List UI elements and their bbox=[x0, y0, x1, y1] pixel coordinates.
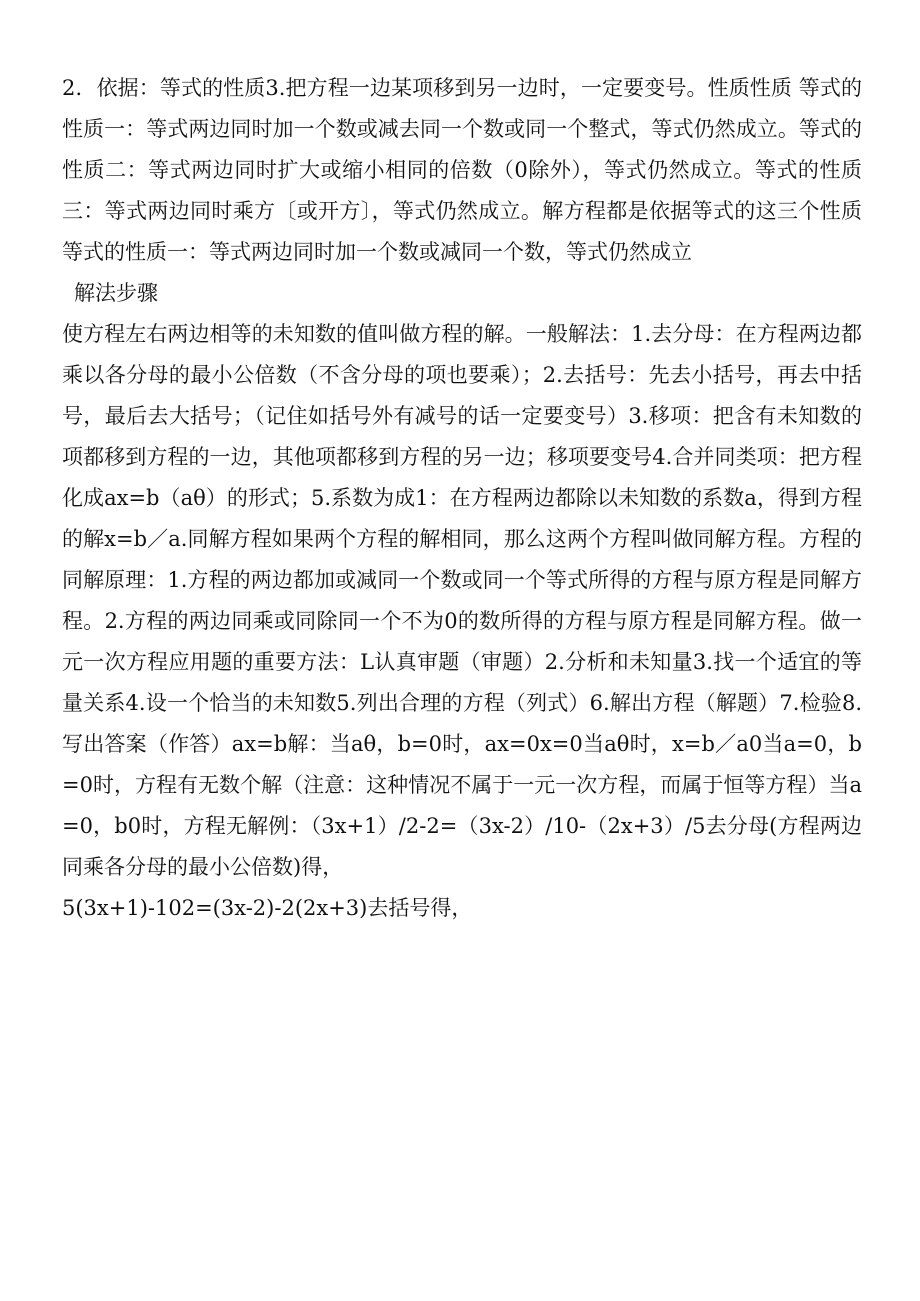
document-page bbox=[62, 68, 862, 929]
paragraph-solution-method: 使方程左右两边相等的未知数的值叫做方程的解。一般解法：1.去分母：在方程两边都乘以各分母的最小公倍数（不含分母的项也要乘）；2.去括号：先去小括号，再去中括号，最后去大括号；（记住如括号外有减号的话一定要变号）3.移项：把含有未知数的项都移到方程的一边，其他项都移到方程的另一边；移项要变号4.合并同类项：把方程化成ax=b（aθ）的形式；5.系数为成1：在方程两边都除以未知数的系数a，得到方程的解x=b／a.同解方程如果两个方程的解相同，那么这两个方程叫做同解方程。方程的同解原理：1.方程的两边都加或减同一个数或同一个等式所得的方程与原方程是同解方程。2.方程的两边同乘或同除同一个不为0的数所得的方程与原方程是同解方程。做一元一次方程应用题的重要方法：L认真审题（审题）2.分析和未知量3.找一个适宜的等量关系4.设一个恰当的未知数5.列出合理的方程（列式）6.解出方程（解题）7.检验8.写出答案（作答）ax=b解：当aθ，b=0时，ax=0x=0当aθ时，x=b／a0当a=0，b=0时，方程有无数个解（注意：这种情况不属于一元一次方程，而属于恒等方程）当a=0，b0时，方程无解例：（3x+1）/2-2=（3x-2）/10-（2x+3）/5去分母(方程两边同乘各分母的最小公倍数)得， bbox=[62, 322, 862, 879]
paragraph-properties: 2．依据：等式的性质3.把方程一边某项移到另一边时，一定要变号。性质性质 等式的性质一：等式两边同时加一个数或减去同一个数或同一个整式，等式仍然成立。等式的性质二：等式两边同时扩大或缩小相同的倍数（0除外），等式仍然成立。等式的性质三：等式两边同时乘方〔或开方〕，等式仍然成立。解方程都是依据等式的这三个性质等式的性质一：等式两边同时加一个数或减同一个数，等式仍然成立 bbox=[62, 76, 862, 264]
paragraph-expand-brackets: 5(3x+1)-102=(3x-2)-2(2x+3)去括号得， bbox=[62, 896, 473, 920]
heading-solution-steps: 解法步骤 bbox=[74, 281, 158, 305]
